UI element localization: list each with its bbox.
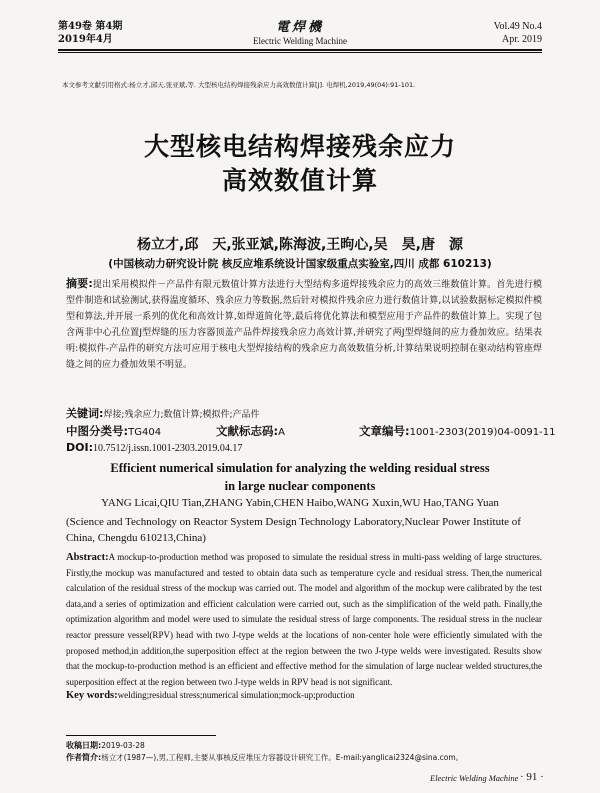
header-left — [58, 20, 122, 46]
doi — [66, 441, 242, 454]
keywords-cn-label: 关键词: — [66, 407, 104, 420]
date-cn: 2019年4月 — [58, 34, 113, 45]
keywords-en-text: welding;residual stress;numerical simulation;mock-up;production — [117, 690, 355, 700]
header-rule — [58, 49, 542, 51]
footnote-rule — [66, 735, 216, 736]
abstract-en-label: Abstract: — [66, 552, 109, 563]
authors-cn: 杨立才,邱 天,张亚斌,陈海波,王昫心,吴 昊,唐 源 — [137, 237, 463, 253]
keywords-en-label: Key words: — [66, 690, 118, 701]
affiliation-cn: (中国核动力研究设计院 核反应堆系统设计国家级重点实验室,四川 成都 610213) — [108, 258, 492, 270]
journal-name-en: Electric Welding Machine — [252, 36, 348, 46]
clc-value: TG404 — [128, 427, 162, 438]
abstract-en — [66, 550, 542, 690]
affiliation-en: (Science and Technology on Reactor System Design Technology Laboratory,Nuclear Power Institute of China, Chengdu 610213,China) — [66, 516, 521, 544]
header-rule-thin — [58, 52, 542, 53]
volume-en: Vol.49 No.4 — [493, 21, 542, 32]
header-center — [200, 16, 400, 46]
article-number — [359, 423, 555, 439]
bio-label: 作者简介: — [66, 753, 102, 762]
article-no-value: 1001-2303(2019)04-0091-11 — [409, 427, 556, 438]
volume-cn: 第49卷 第4期 — [58, 21, 123, 32]
abstract-en-text: A mockup-to-production method was proposed to simulate the residual stress in multi-pass welding of large structures. Firstly,the mockup was manufactured and tested to obtain data such as temperature cycle and residual stress. Then,the numerical calculation of the residual stress of the mockup was carried out. The model and algorithm of the mockup were calibrated by the test data,and a series of optimization and efficient calculation were carried out, such as the simplification of the weld path. Finally,the optimization algorithm and model were used to simulate the residual stress of large components. The residual stress in the nuclear reactor pressure vessel(RPV) head with two J-type welds at the locations of non-center hole were efficiently simulated with the proposed method,in addition,the superposition effect at the region between the two J-type welds were investigated. Results show that the mockup-to-production method is an efficient and effective method for the simulation of large nuclear welded structures,the superposition effect at the region between two J-type welds in RPV head is not significant. — [66, 552, 542, 687]
doi-label: DOI: — [66, 441, 93, 454]
journal-logo: 電焊機 — [275, 20, 324, 35]
title-cn — [60, 130, 540, 198]
author-bio — [66, 752, 463, 763]
title-en-line2: in large nuclear components — [224, 479, 376, 493]
title-en-line1: Efficient numerical simulation for analyzing the welding residual stress — [110, 461, 490, 475]
page-number: · 91 · — [520, 771, 544, 783]
abstract-cn-label: 摘要: — [66, 277, 93, 290]
keywords-en — [66, 690, 355, 701]
abstract-cn — [66, 276, 542, 373]
citation-format: 本文参考文献引用格式:杨立才,邱天,张亚斌,等. 大型核电结构焊接残余应力高效数值计算[J]. 电焊机,2019,49(04):91-101. — [62, 81, 416, 89]
received-value: 2019-03-28 — [101, 741, 145, 750]
keywords-cn-text: 焊接;残余应力;数值计算;模拟件;产品件 — [103, 410, 260, 420]
authors-en: YANG Licai,QIU Tian,ZHANG Yabin,CHEN Haibo,WANG Xuxin,WU Hao,TANG Yuan — [101, 497, 499, 509]
received-label: 收稿日期: — [66, 741, 102, 750]
keywords-cn — [66, 405, 260, 421]
received-date — [66, 740, 145, 751]
abstract-cn-text: 提出采用模拟件－产品件有限元数值计算方法进行大型结构多道焊接残余应力的高效三维数值计算。首先进行模型件制造和试验测试,获得温度循环、残余应力等数据,然后针对模拟件残余应力进行数值计算,以试验数据标定模拟件模型和算法,并开展一系列的优化和高效计算,如焊道简化等,最后将优化算法和模型应用于产品件的数值计算上。实现了包含两非中心孔位置J型焊缝的压力容器顶盖产品件焊接残余应力高效计算,并研究了两J型焊缝间的应力叠加效应。结果表明:模拟件-产品件的研究方法可应用于核电大型焊接结构的残余应力高效数值分析,计算结果说明控制在驱动结构管座焊缝之间的应力叠加效果不明显。 — [66, 280, 542, 370]
title-en — [66, 459, 534, 495]
clc-code — [66, 423, 161, 439]
title-cn-line1: 大型核电结构焊接残余应力 — [143, 132, 456, 161]
doc-code-value: A — [278, 427, 285, 438]
date-en: Apr. 2019 — [502, 34, 542, 45]
title-cn-line2: 高效数值计算 — [221, 166, 378, 195]
doc-code-label: 文献标志码: — [216, 424, 279, 438]
doc-code — [216, 423, 285, 439]
doi-value: 10.7512/j.issn.1001-2303.2019.04.17 — [92, 443, 243, 454]
article-no-label: 文章编号: — [359, 424, 410, 438]
clc-label: 中图分类号: — [66, 424, 129, 438]
bio-value: 杨立才(1987—),男,工程师,主要从事核反应堆压力容器设计研究工作。E-mail:yanglicai2324@sina.com。 — [101, 753, 464, 762]
footer-journal: Electric Welding Machine — [430, 773, 519, 783]
header-right — [494, 20, 542, 46]
